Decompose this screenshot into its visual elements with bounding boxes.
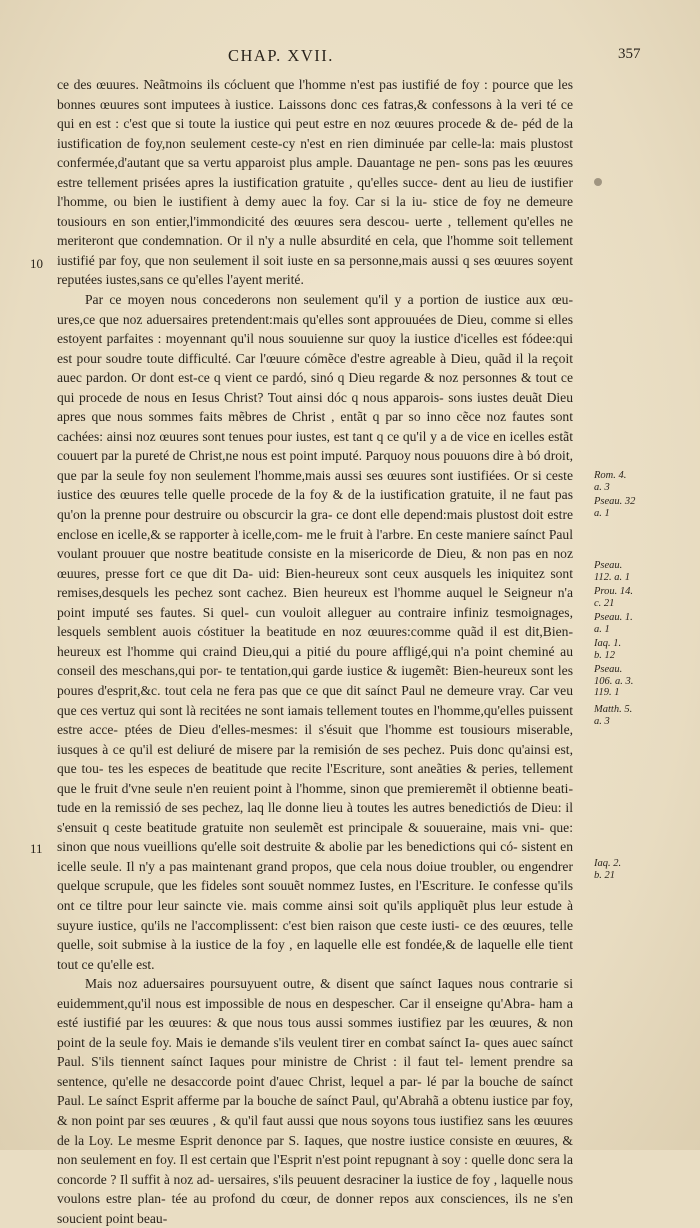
- page-number: 357: [618, 46, 641, 62]
- paragraph-11: Mais noz aduersaires poursuyuent outre, & disent que saínct Iaques nous contrarie si euidemment,qu'il nous est impossible de nous en despescher. Car il enseigne qu'Abra- ham a esté iustifié par les œuures: & que nous tous aussi sommes iustifiez par les œuures, & non point de la seule foy. Mais ie demande s'ils veulent tirer en combat saínct Ia- ques auec saínct Paul. S'ils tiennent saínct Iaques pour ministre de Christ : il faut tel- lement prendre sa sentence, qu'elle ne desaccorde point d'auec Christ, lequel a par- lé par la bouche de saínct Paul. Le saínct Esprit afferme par la bouche de saínct Paul, qu'Abrahã a obtenu iustice par foy, & non point par ses œuures , & qu'il faut aussi que nous soyons tous iustifiez sans les œuures de la Loy. Le mesme Esprit denonce par S. Iaques, que nostre iustice consiste en œuures, & non seulement en foy. Il est certain que l'Esprit n'est point repugnant à soy : quelle donc sera la concorde ? Il suffit à noz ad- uersaires, s'ils peuuent desraciner la iustice de foy , laquelle nous voulons estre plan- tée au profond du cœur, de donner repos aux consciences, ils ne s'en soucient point beau-: [57, 976, 573, 1226]
- running-head: CHAP. XVII.: [228, 46, 334, 65]
- paragraph-number-11: 11: [30, 841, 43, 856]
- ink-dot: [594, 178, 602, 186]
- margin-note: Rom. 4. a. 3: [594, 470, 627, 493]
- margin-note: Pseau. 112. a. 1: [594, 560, 630, 583]
- page-header: [0, 46, 700, 70]
- margin-note: Pseau. 32 a. 1: [594, 496, 636, 519]
- margin-note: Pseau. 106. a. 3. 119. 1: [594, 664, 634, 698]
- paragraph-10: Par ce moyen nous concederons non seulement qu'il y a portion de iustice aux œu- ures,ce que noz aduersaires pretendent:mais qu'elles sont approuuées de Dieu, comme si elles estoyent parfaites : moyennant qu'il nous souuienne sur quoy la iustice d'icelles est fódee:qui est pour soudre toute difficulté. Car l'œuure cómẽce d'estre agreable à Dieu, quãd il la reçoit auec pardon. Or dont est-ce q vient ce pardó, sinó q Dieu regarde & noz personnes & tout ce qui procede de nous en Iesus Christ? Tout ainsi dóc q nous apparois- sons iustes deuãt Dieu apres que nous sommes faits mẽbres de Christ , entãt q par so inno cẽce noz fautes sont cachées: ainsi noz œuures sont tenues pour iustes, est tant q ce qu'il y a de vice en icelles estãt couuert par la pureté de Christ,ne nous est point imputé. Parquoy nous pouuons dire à bó droit, que par la seule foy non seulement l'homme,mais aussi ses œuures sont iustifiées. Or si ceste iustice des œuures telle quelle procede de la foy & de la iustification gratuite, il ne faut pas qu'on la prenne pour destruire ou obscurcir la gra- ce dont elle depend:mais plustost doit estre enclose en icelle,& se rapporter à icelle,com- me le fruit à l'arbre. En ceste maniere saínct Paul voulant prouuer que nostre beatitude consiste en la misericorde de Dieu, & non pas en noz œuures, presse fort ce que dit Da- uid: Bien-heureux sont ceux ausquels les iniquitez sont remises,desquels les pechez sont cachez. Bien heureux est l'homme auquel le Seigneur n'a point imputé ses fautes. Si quel- cun vouloit alleguer au contraire infiniz tesmoignages, lesquels semblent auois cóstituer la beatitude en noz œuures:comme quãd il est dit,Bien-heureux est l'homme qui craind Dieu,qui a pitié du poure affligé,qui n'a point cheminé au conseil des meschans,qui por- te tentation,qui garde iustice & iugemẽt: Bien-heureux sont les poures d'esprit,&c. tout cela ne fera pas que ce que dit saínct Paul ne demeure vray. Car veu que ces vertuz qui sont là recitées ne sont iamais tellement toutes en l'homme,qu'elles puissent estre acce- ptées de Dieu d'elles-mesmes: il s'ésuit que l'homme est tousiours miserable, iusques à ce qu'il est deliuré de misere par la remisión de ses pechez. Puis donc qu'ainsi est, que tou- tes les especes de beatitude que recite l'Escriture, sont aneãties & peries, tellement que le fruit d'vne seule n'en reuient point à l'homme, sinon que premieremẽt il obtienne beati- tude en la remissió de ses pechez, laq lle donne lieu à toutes les autres benedictiós de Dieu: il s'ensuit q ceste beatitude gratuite non seulemẽt est principale & souueraine, mais vni- que: sinon que nous vueillions qu'elle soit destruite & abolie par les benedictions qui có- sistent en icelle seule. Il n'y a pas maintenant grand propos, que cela nous doiue troubler, ou engendrer quelque scrupule, que les fideles sont souuẽt nommez Iustes, en l'Escriture. Ie confesse qu'ils ont ce tiltre pour leur saincte vie. mais comme ainsi soit qu'ils appliquẽt plus leur estude à suyure iustice, qu'ils ne l'accomplissent: c'est bien raison que ceste iusti- ce des œuures, telle quelle, soit submise à la iustice de la foy , en laquelle elle est fondée,& de laquelle elle tient tout ce qu'elle est.: [57, 292, 573, 972]
- paragraph-number-10: 10: [30, 256, 43, 271]
- margin-note: Matth. 5. a. 3: [594, 704, 633, 727]
- margin-note: Iaq. 2. b. 21: [594, 858, 622, 881]
- body-text: [57, 75, 573, 1228]
- margin-note: Iaq. 1. b. 12: [594, 638, 622, 661]
- margin-note: Prou. 14. c. 21: [594, 586, 633, 609]
- margin-note: Pseau. 1. a. 1: [594, 612, 633, 635]
- paragraph-continuation: ce des œuures. Neãtmoins ils cócluent que l'homme n'est pas iustifié de foy : pource que les bonnes œuures sont imputees à iustice. Laissons donc ces fatras,& confessons à la veri té ce qui en est : c'est que si toute la iustice qui peut estre en noz œuures procede & de- péd de la iustification de foy,non seulement ceste-cy n'est en rien diminuée par celle-la: mais plustost confermée,d'autant que sa vertu apparoist plus ample. Dauantage ne pen- sons pas les œuures estre tellement prisées apres la iustification gratuite , qu'elles succe- dent au lieu de iustifier l'homme, ou bien le iustifient à demy auec la foy. Car si la iu- stice de foy ne demeure tousiours en son entier,l'immondicité des œuures sera descou- uerte , tellement qu'elles ne meriteront que condemnation. Or il n'y a nulle absurdité en cela, que l'homme soit tellement iustifié par foy, que non seulement il soit iuste en sa personne,mais aussi q ses œuures soyent reputées iustes,sans ce qu'elles l'ayent merité.: [57, 77, 573, 288]
